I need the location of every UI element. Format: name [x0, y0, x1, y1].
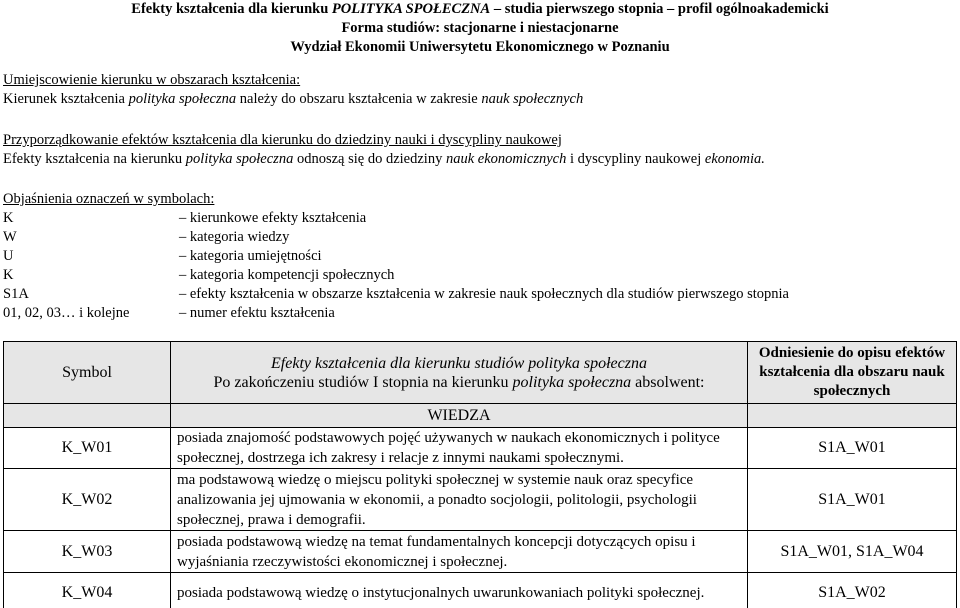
symbol-cell: K_W04 [4, 573, 171, 608]
legend-item: K – kategoria kompetencji społecznych [3, 267, 395, 283]
description-cell: posiada podstawową wiedzę na temat fundamentalnych koncepcji dotyczących opisu i wyjaśniania rzeczywistości ekonomicznej i społecznej. [171, 531, 748, 573]
table-row [4, 531, 957, 573]
reference-cell: S1A_W01 [748, 469, 957, 531]
learning-outcomes-table [3, 341, 957, 608]
table-row [4, 469, 957, 531]
section-row-wiedza [4, 404, 957, 428]
symbol-column-header: Symbol [4, 342, 171, 404]
header-line-3: Wydział Ekonomii Uniwersytetu Ekonomicznego w Poznaniu [290, 39, 670, 55]
legend-item: 01, 02, 03… i kolejne – numer efektu kształcenia [3, 305, 335, 321]
assignment-heading: Przyporządkowanie efektów kształcenia dla kierunku do dziedziny nauki i dyscypliny naukowej [3, 132, 562, 148]
placement-text: Kierunek kształcenia polityka społeczna należy do obszaru kształcenia w zakresie nauk społecznych [3, 91, 584, 107]
reference-cell: S1A_W02 [748, 573, 957, 608]
section-cell-empty [4, 404, 171, 428]
reference-column-header: Odniesienie do opisu efektów kształcenia dla obszaru nauk społecznych [748, 342, 957, 404]
table-row [4, 573, 957, 608]
header-line-1: Efekty kształcenia dla kierunku POLITYKA SPOŁECZNA – studia pierwszego stopnia – profil ogólnoakademicki [131, 1, 829, 17]
symbol-cell: K_W01 [4, 428, 171, 469]
legend-item: K – kierunkowe efekty kształcenia [3, 210, 367, 226]
reference-cell: S1A_W01 [748, 428, 957, 469]
description-cell: posiada znajomość podstawowych pojęć używanych w naukach ekonomicznych i polityce społecznej, dostrzega ich zakresy i relacje z innymi naukami społecznymi. [171, 428, 748, 469]
reference-cell: S1A_W01, S1A_W04 [748, 531, 957, 573]
description-cell: posiada podstawową wiedzę o instytucjonalnych uwarunkowaniach polityki społecznej. [171, 573, 748, 608]
table-row [4, 428, 957, 469]
placement-section [3, 71, 957, 109]
legend-item: U – kategoria umiejętności [3, 248, 322, 264]
section-cell-empty [748, 404, 957, 428]
legend-heading: Objaśnienia oznaczeń w symbolach: [3, 191, 215, 207]
outcomes-column-header [171, 342, 748, 404]
legend-item: S1A – efekty kształcenia w obszarze kształcenia w zakresie nauk społecznych dla studiów pierwszego stopnia [3, 286, 789, 302]
document-header [3, 0, 957, 57]
header-line-2: Forma studiów: stacjonarne i niestacjonarne [341, 20, 619, 36]
description-cell: ma podstawową wiedzę o miejscu polityki społecznej w systemie nauk oraz specyfice analizowania jej ujmowania w ekonomii, a ponadto socjologii, politologii, psychologii społecznej, prawa i demografii. [171, 469, 748, 531]
outcomes-header-subtitle: Po zakończeniu studiów I stopnia na kierunku polityka społeczna absolwent: [213, 373, 705, 391]
assignment-text: Efekty kształcenia na kierunku polityka społeczna odnoszą się do dziedziny nauk ekonomicznych i dyscypliny naukowej ekonomia. [3, 151, 765, 167]
assignment-section [3, 131, 957, 169]
symbol-cell: K_W02 [4, 469, 171, 531]
placement-heading: Umiejscowienie kierunku w obszarach kształcenia: [3, 72, 301, 88]
legend-section [3, 190, 957, 323]
table-header-row [4, 342, 957, 404]
legend-item: W – kategoria wiedzy [3, 229, 290, 245]
section-label: WIEDZA [171, 404, 748, 428]
symbol-cell: K_W03 [4, 531, 171, 573]
outcomes-header-title: Efekty kształcenia dla kierunku studiów polityka społeczna [271, 354, 647, 372]
